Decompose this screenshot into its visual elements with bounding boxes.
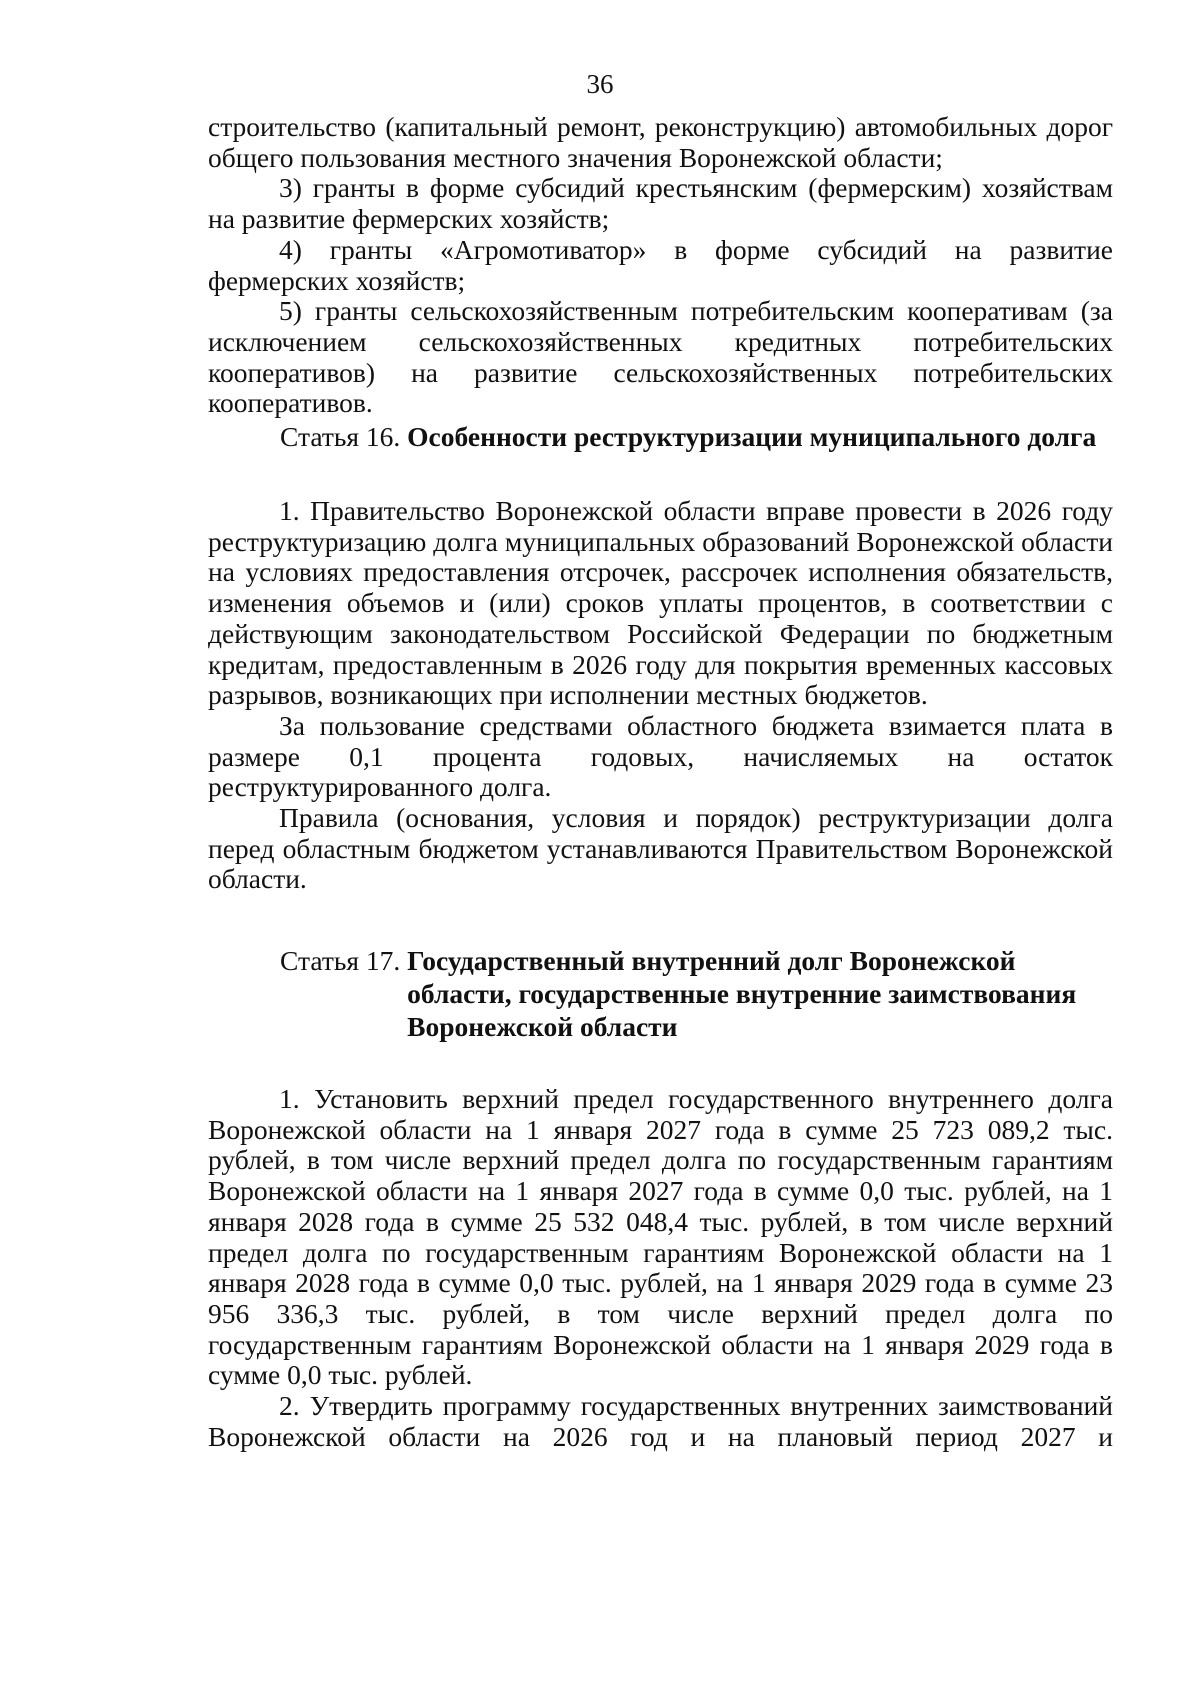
article-16-title: Особенности реструктуризации муниципального долга xyxy=(407,421,1097,452)
paragraph-item-3: 3) гранты в форме субсидий крестьянским (фермерским) хозяйствам на развитие фермерских хозяйств; xyxy=(208,172,1113,235)
article-17-paragraph-1: 1. Установить верхний предел государственного внутреннего долга Воронежской области на 1 января 2027 года в сумме 25 723 089,2 тыс. рублей, в том числе верхний предел долга по государственным гарантиям Воронежской области на 1 января 2027 года в сумме 0,0 тыс. рублей, на 1 января 2028 года в сумме 25 532 048,4 тыс. рублей, в том числе верхний предел долга по государственным гарантиям Воронежской области на 1 января 2028 года в сумме 0,0 тыс. рублей, на 1 января 2029 года в сумме 23 956 336,3 тыс. рублей, в том числе верхний предел долга по государственным гарантиям Воронежской области на 1 января 2029 года в сумме 0,0 тыс. рублей. xyxy=(208,1083,1113,1391)
article-17-body xyxy=(208,1084,1113,1452)
page-number: 36 xyxy=(586,69,614,99)
paragraph-roads: строительство (капитальный ремонт, реконструкцию) автомобильных дорог общего пользования местного значения Воронежской области; xyxy=(208,111,1113,173)
continued-list-block xyxy=(208,112,1113,419)
paragraph-item-5: 5) гранты сельскохозяйственным потребительским кооперативам (за исключением сельскохозяйственных кредитных потребительских кооперативов) на развитие сельскохозяйственных потребительских кооперативов. xyxy=(208,295,1113,419)
paragraph-item-4: 4) гранты «Агромотиватор» в форме субсидий на развитие фермерских хозяйств; xyxy=(208,233,1113,296)
article-16-body xyxy=(208,496,1113,895)
article-16-paragraph-1: 1. Правительство Воронежской области вправе провести в 2026 году реструктуризацию долга муниципальных образований Воронежской области на условиях предоставления отсрочек, рассрочек исполнения обязательств, изменения объемов и (или) сроков уплаты процентов, в соответствии с действующим законодательством Российской Федерации по бюджетным кредитам, предоставленным в 2026 году для покрытия временных кассовых разрывов, возникающих при исполнении местных бюджетов. xyxy=(208,495,1113,711)
article-16-label: Статья 16. xyxy=(280,421,408,452)
article-16-paragraph-2: За пользование средствами областного бюджета взимается плата в размере 0,1 процента годовых, начисляемых на остаток реструктурированного долга. xyxy=(208,709,1113,803)
article-17-paragraph-2: 2. Утвердить программу государственных внутренних заимствований Воронежской области на 2026 год и на плановый период 2027 и xyxy=(208,1390,1113,1452)
article-16-heading xyxy=(280,421,1120,453)
article-16-paragraph-3: Правила (основания, условия и порядок) реструктуризации долга перед областным бюджетом устанавливаются Правительством Воронежской области. xyxy=(208,802,1113,895)
article-17-label: Статья 17. xyxy=(280,945,408,976)
article-17-heading xyxy=(280,944,1120,1043)
article-17-title: Государственный внутренний долг Воронежской области, государственные внутренние заимствования Воронежской области xyxy=(407,945,1077,1042)
